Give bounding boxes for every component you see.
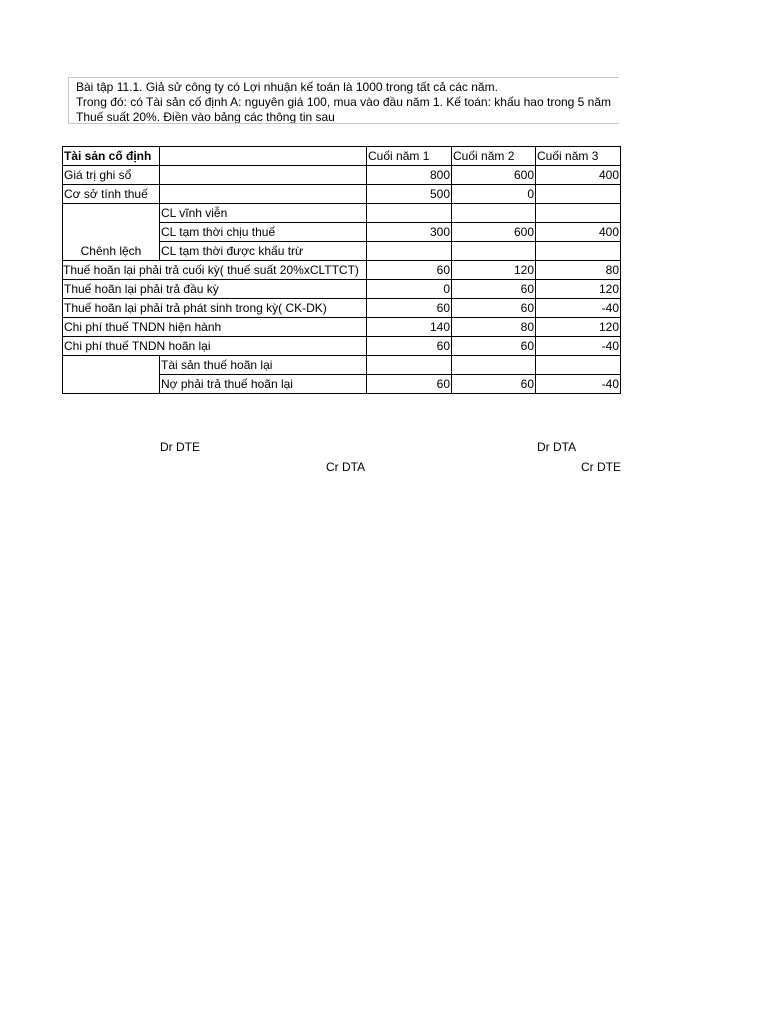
cell-blank[interactable]	[160, 166, 367, 185]
row-label-dta[interactable]: Tài sản thuế hoãn lại	[160, 356, 367, 375]
exercise-line-3: Thuế suất 20%. Điền vào bảng các thông tin sau	[76, 110, 335, 124]
table-row	[63, 299, 621, 318]
row-label-dtl[interactable]: Nợ phải trả thuế hoãn lại	[160, 375, 367, 394]
table-row	[63, 280, 621, 299]
cell-deductible-temp-y2[interactable]	[452, 242, 536, 261]
cell-current-tax-y2[interactable]: 80	[452, 318, 536, 337]
table-row	[63, 337, 621, 356]
table-row	[63, 185, 621, 204]
cell-dtl-change-y1[interactable]: 60	[367, 299, 452, 318]
cell-taxable-temp-y3[interactable]: 400	[536, 223, 621, 242]
cell-dtl-change-y3[interactable]: -40	[536, 299, 621, 318]
entry-left-debit[interactable]: Dr DTE	[160, 440, 200, 454]
header-year-3[interactable]: Cuối năm 3	[536, 147, 621, 166]
deferred-tax-table	[62, 146, 621, 394]
cell-permanent-y2[interactable]	[452, 204, 536, 223]
cell-dtl-begin-y2[interactable]: 60	[452, 280, 536, 299]
cell-dtl-y1[interactable]: 60	[367, 375, 452, 394]
header-year-1[interactable]: Cuối năm 1	[367, 147, 452, 166]
table-row	[63, 204, 621, 223]
cell-book-value-y2[interactable]: 600	[452, 166, 536, 185]
diff-group-label[interactable]: Chênh lệch	[63, 204, 160, 261]
row-label-deductible-temp[interactable]: CL tạm thời được khấu trừ	[160, 242, 367, 261]
cell-dtl-end-y3[interactable]: 80	[536, 261, 621, 280]
table-row	[63, 356, 621, 375]
cell-dtl-y3[interactable]: -40	[536, 375, 621, 394]
row-label-book-value[interactable]: Giá trị ghi sổ	[63, 166, 160, 185]
cell-dta-y3[interactable]	[536, 356, 621, 375]
header-blank[interactable]	[160, 147, 367, 166]
table-row	[63, 318, 621, 337]
entry-left-credit[interactable]: Cr DTA	[326, 460, 366, 474]
entry-right-credit[interactable]: Cr DTE	[581, 460, 621, 474]
exercise-line-2: Trong đó: có Tài sản cố định A: nguyên giá 100, mua vào đầu năm 1. Kế toán: khấu hao trong 5 năm	[76, 95, 612, 109]
cell-current-tax-y3[interactable]: 120	[536, 318, 621, 337]
cell-book-value-y3[interactable]: 400	[536, 166, 621, 185]
cell-current-tax-y1[interactable]: 140	[367, 318, 452, 337]
cell-deductible-temp-y3[interactable]	[536, 242, 621, 261]
exercise-line-1: Bài tập 11.1. Giả sử công ty có Lợi nhuận kế toán là 1000 trong tất cả các năm.	[76, 80, 498, 94]
cell-permanent-y1[interactable]	[367, 204, 452, 223]
cell-deductible-temp-y1[interactable]	[367, 242, 452, 261]
cell-tax-base-y2[interactable]: 0	[452, 185, 536, 204]
table-row	[63, 261, 621, 280]
exercise-description	[68, 77, 619, 124]
cell-book-value-y1[interactable]: 800	[367, 166, 452, 185]
row-label-current-tax[interactable]: Chi phí thuế TNDN hiện hành	[63, 318, 367, 337]
cell-tax-base-y1[interactable]: 500	[367, 185, 452, 204]
cell-dtl-begin-y3[interactable]: 120	[536, 280, 621, 299]
row-label-dtl-change[interactable]: Thuế hoãn lại phải trả phát sinh trong kỳ( CK-DK)	[63, 299, 367, 318]
entry-right-debit[interactable]: Dr DTA	[537, 440, 577, 454]
cell-deferred-tax-y3[interactable]: -40	[536, 337, 621, 356]
cell-dtl-begin-y1[interactable]: 0	[367, 280, 452, 299]
cell-permanent-y3[interactable]	[536, 204, 621, 223]
row-label-dtl-end[interactable]: Thuế hoãn lại phải trả cuối kỳ( thuế suất 20%xCLTTCT)	[63, 261, 367, 280]
row-label-dtl-begin[interactable]: Thuế hoãn lại phải trả đầu kỳ	[63, 280, 367, 299]
cell-taxable-temp-y2[interactable]: 600	[452, 223, 536, 242]
row-label-permanent[interactable]: CL vĩnh viễn	[160, 204, 367, 223]
cell-tax-base-y3[interactable]	[536, 185, 621, 204]
cell-dtl-change-y2[interactable]: 60	[452, 299, 536, 318]
cell-dtl-end-y1[interactable]: 60	[367, 261, 452, 280]
cell-taxable-temp-y1[interactable]: 300	[367, 223, 452, 242]
cell-dtl-end-y2[interactable]: 120	[452, 261, 536, 280]
table-row	[63, 166, 621, 185]
cell-deferred-tax-y1[interactable]: 60	[367, 337, 452, 356]
cell-dta-y2[interactable]	[452, 356, 536, 375]
cell-blank-merged[interactable]	[63, 356, 160, 394]
cell-deferred-tax-y2[interactable]: 60	[452, 337, 536, 356]
header-year-2[interactable]: Cuối năm 2	[452, 147, 536, 166]
row-label-tax-base[interactable]: Cơ sở tính thuế	[63, 185, 160, 204]
row-label-taxable-temp[interactable]: CL tạm thời chịu thuế	[160, 223, 367, 242]
cell-dtl-y2[interactable]: 60	[452, 375, 536, 394]
cell-blank[interactable]	[160, 185, 367, 204]
cell-dta-y1[interactable]	[367, 356, 452, 375]
table-header-row	[63, 147, 621, 166]
header-asset[interactable]: Tài sản cố định	[63, 147, 160, 166]
row-label-deferred-tax[interactable]: Chi phí thuế TNDN hoãn lại	[63, 337, 367, 356]
